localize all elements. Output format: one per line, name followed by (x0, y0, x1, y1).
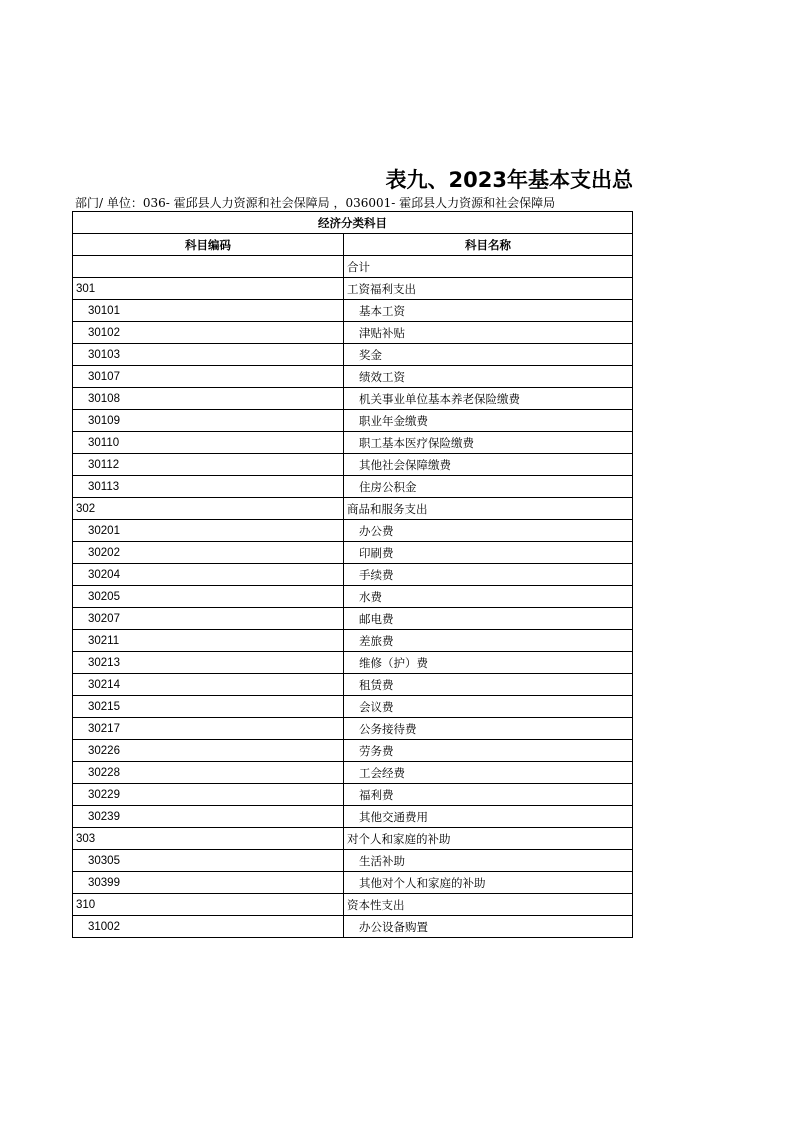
row-name: 工会经费 (344, 762, 633, 784)
row-code: 302 (73, 498, 344, 520)
row-name: 津贴补贴 (344, 322, 633, 344)
row-name: 办公费 (344, 520, 633, 542)
row-name: 资本性支出 (344, 894, 633, 916)
row-code: 30217 (73, 718, 344, 740)
row-code: 30112 (73, 454, 344, 476)
row-code: 30101 (73, 300, 344, 322)
row-code: 30202 (73, 542, 344, 564)
table-row (73, 828, 633, 850)
table-row (73, 762, 633, 784)
row-name: 水费 (344, 586, 633, 608)
table-row (73, 300, 633, 322)
table-row (73, 410, 633, 432)
table-row (73, 278, 633, 300)
table-row (73, 542, 633, 564)
table-row (73, 388, 633, 410)
table-row (73, 564, 633, 586)
row-name: 邮电费 (344, 608, 633, 630)
row-code: 30214 (73, 674, 344, 696)
row-code: 30226 (73, 740, 344, 762)
table-row (73, 674, 633, 696)
table-row (73, 322, 633, 344)
row-code (73, 256, 344, 278)
table-row (73, 344, 633, 366)
row-name: 其他交通费用 (344, 806, 633, 828)
row-name: 手续费 (344, 564, 633, 586)
row-name: 其他对个人和家庭的补助 (344, 872, 633, 894)
table-row (73, 256, 633, 278)
row-name: 奖金 (344, 344, 633, 366)
table-row (73, 718, 633, 740)
table-row (73, 586, 633, 608)
row-name: 住房公积金 (344, 476, 633, 498)
row-code: 30211 (73, 630, 344, 652)
row-code: 310 (73, 894, 344, 916)
row-name: 会议费 (344, 696, 633, 718)
table-row (73, 872, 633, 894)
row-name: 维修（护）费 (344, 652, 633, 674)
table-row (73, 366, 633, 388)
table-row (73, 608, 633, 630)
row-name: 印刷费 (344, 542, 633, 564)
row-name: 公务接待费 (344, 718, 633, 740)
department-line: 部门/ 单位：036- 霍邱县人力资源和社会保障局 ，036001- 霍邱县人力资源和社会保障局 (75, 196, 556, 210)
table-row (73, 432, 633, 454)
table-row (73, 696, 633, 718)
row-code: 30228 (73, 762, 344, 784)
group-header: 经济分类科目 (73, 212, 633, 234)
row-name: 对个人和家庭的补助 (344, 828, 633, 850)
table-body (73, 256, 633, 938)
row-code: 30205 (73, 586, 344, 608)
row-code: 30399 (73, 872, 344, 894)
row-name: 合计 (344, 256, 633, 278)
table-row (73, 520, 633, 542)
table-row (73, 806, 633, 828)
row-code: 30305 (73, 850, 344, 872)
table-row (73, 740, 633, 762)
table-row (73, 630, 633, 652)
row-code: 30102 (73, 322, 344, 344)
row-name: 绩效工资 (344, 366, 633, 388)
row-code: 30110 (73, 432, 344, 454)
row-name: 商品和服务支出 (344, 498, 633, 520)
row-name: 生活补助 (344, 850, 633, 872)
row-name: 职业年金缴费 (344, 410, 633, 432)
row-code: 30239 (73, 806, 344, 828)
row-name: 工资福利支出 (344, 278, 633, 300)
row-code: 30108 (73, 388, 344, 410)
table-row (73, 894, 633, 916)
column-header-name: 科目名称 (344, 234, 633, 256)
row-name: 劳务费 (344, 740, 633, 762)
row-code: 303 (73, 828, 344, 850)
row-code: 30113 (73, 476, 344, 498)
table-row (73, 784, 633, 806)
row-name: 职工基本医疗保险缴费 (344, 432, 633, 454)
row-name: 其他社会保障缴费 (344, 454, 633, 476)
expenditure-table (72, 211, 633, 938)
row-name: 差旅费 (344, 630, 633, 652)
row-code: 30201 (73, 520, 344, 542)
row-name: 福利费 (344, 784, 633, 806)
page-title: 表九、2023年基本支出总 (385, 168, 633, 192)
table-row (73, 498, 633, 520)
table-row (73, 454, 633, 476)
row-code: 31002 (73, 916, 344, 938)
row-code: 30213 (73, 652, 344, 674)
row-name: 租赁费 (344, 674, 633, 696)
column-header-code: 科目编码 (73, 234, 344, 256)
row-code: 30229 (73, 784, 344, 806)
table-row (73, 652, 633, 674)
row-code: 30204 (73, 564, 344, 586)
row-code: 30207 (73, 608, 344, 630)
row-code: 30109 (73, 410, 344, 432)
row-name: 机关事业单位基本养老保险缴费 (344, 388, 633, 410)
row-code: 301 (73, 278, 344, 300)
row-name: 基本工资 (344, 300, 633, 322)
table-row (73, 850, 633, 872)
row-code: 30215 (73, 696, 344, 718)
table-row (73, 476, 633, 498)
row-code: 30103 (73, 344, 344, 366)
table-row (73, 916, 633, 938)
row-code: 30107 (73, 366, 344, 388)
row-name: 办公设备购置 (344, 916, 633, 938)
